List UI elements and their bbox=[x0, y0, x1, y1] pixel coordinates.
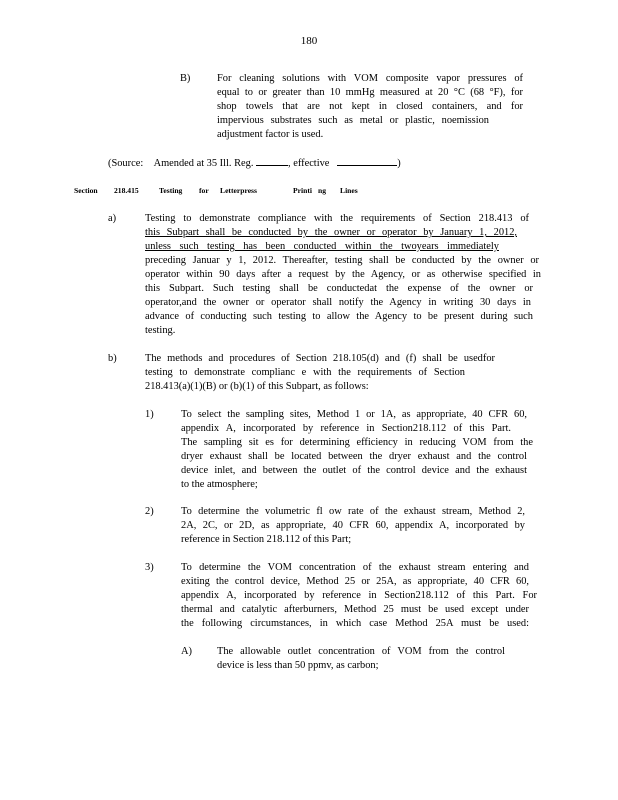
para-b-line: testing to demonstrate complianc e with the requirements of Section bbox=[145, 367, 465, 378]
heading-word: Lines bbox=[340, 186, 358, 195]
para-B-line: shop towels that are not kept in closed containers, and for bbox=[217, 101, 523, 112]
para-a-line: unless such testing has been conducted within the twoyears immediately bbox=[145, 241, 499, 252]
item-1-line: dryer exhaust shall be located between the dryer exhaust and the control bbox=[181, 451, 527, 462]
heading-section-number: 218.415 bbox=[114, 186, 139, 195]
para-B-line: adjustment factor is used. bbox=[217, 129, 324, 140]
source-note bbox=[108, 156, 401, 170]
item-1-line: device inlet, and between the outlet of the control device and the exhaust bbox=[181, 465, 527, 476]
para-b-line: 218.413(a)(1)(B) or (b)(1) of this Subpart, as follows: bbox=[145, 381, 369, 392]
heading-word: for bbox=[199, 186, 209, 195]
item-2-label: 2) bbox=[145, 506, 154, 517]
item-1-line: The sampling sit es for determining efficiency in reducing VOM from the bbox=[181, 437, 533, 448]
item-3-label: 3) bbox=[145, 562, 154, 573]
item-3A-line: The allowable outlet concentration of VOM from the control bbox=[217, 646, 505, 657]
para-B-line: For cleaning solutions with VOM composite vapor pressures of bbox=[217, 73, 523, 84]
para-a-line: testing. bbox=[145, 325, 176, 336]
heading-word: Printi bbox=[293, 186, 312, 195]
effective-date-blank bbox=[337, 156, 397, 166]
heading-word: Letterpress bbox=[220, 186, 257, 195]
para-a-line: this Subpart. Such testing shall be conductedat the expense of the owner or bbox=[145, 283, 533, 294]
item-3A-line: device is less than 50 ppmv, as carbon; bbox=[217, 660, 379, 671]
para-a-line: Testing to demonstrate compliance with the requirements of Section 218.413 of bbox=[145, 213, 529, 224]
item-2-line: To determine the volumetric fl ow rate of the exhaust stream, Method 2, bbox=[181, 506, 525, 517]
item-3-line: the following circumstances, in which case Method 25A must be used: bbox=[181, 618, 529, 629]
para-a-line: preceding Januar y 1, 2012. Thereafter, testing shall be conducted by the owner or bbox=[145, 255, 539, 266]
para-a-line: this Subpart shall be conducted by the owner or operator by January 1, 2012, bbox=[145, 227, 517, 238]
register-blank bbox=[256, 156, 288, 166]
para-a-label: a) bbox=[108, 213, 117, 224]
source-mid: , effective bbox=[288, 158, 330, 169]
para-B-label: B) bbox=[180, 73, 191, 84]
source-text: Amended at 35 Ill. Reg. bbox=[153, 158, 254, 169]
item-1-line: to the atmosphere; bbox=[181, 479, 258, 490]
para-b-line: The methods and procedures of Section 218.105(d) and (f) shall be usedfor bbox=[145, 353, 495, 364]
para-B-line: equal to or greater than 10 mmHg measured at 20 °C (68 °F), for bbox=[217, 87, 523, 98]
item-1-line: appendix A, incorporated by reference in Section218.112 of this Part. bbox=[181, 423, 511, 434]
item-2-line: 2A, 2C, or 2D, as appropriate, 40 CFR 60, appendix A, incorporated by bbox=[181, 520, 525, 531]
item-3A-label: A) bbox=[181, 646, 192, 657]
item-1-label: 1) bbox=[145, 409, 154, 420]
heading-word: ng bbox=[318, 186, 327, 195]
item-3-line: To determine the VOM concentration of the exhaust stream entering and bbox=[181, 562, 529, 573]
item-3-line: appendix A, incorporated by reference in Section218.112 of this Part. For bbox=[181, 590, 537, 601]
para-b-label: b) bbox=[108, 353, 117, 364]
para-a-line: operator,and the owner or operator shall notify the Agency in writing 30 days in bbox=[145, 297, 531, 308]
para-a-line: operator within 90 days after a request by the Agency, or as otherwise specified in bbox=[145, 269, 541, 280]
heading-section-word: Section bbox=[74, 186, 98, 195]
item-1-line: To select the sampling sites, Method 1 or 1A, as appropriate, 40 CFR 60, bbox=[181, 409, 527, 420]
item-2-line: reference in Section 218.112 of this Part; bbox=[181, 534, 352, 545]
item-3-line: thermal and catalytic afterburners, Method 25 must be used except under bbox=[181, 604, 529, 615]
heading-word: Testing bbox=[159, 186, 183, 195]
page-number: 180 bbox=[300, 35, 318, 47]
source-suffix: ) bbox=[397, 158, 401, 169]
item-3-line: exiting the control device, Method 25 or 25A, as appropriate, 40 CFR 60, bbox=[181, 576, 529, 587]
source-prefix: (Source: bbox=[108, 158, 144, 169]
para-a-line: advance of conducting such testing to allow the Agency to be present during such bbox=[145, 311, 533, 322]
para-B-line: impervious substrates such as metal or plastic, noemission bbox=[217, 115, 489, 126]
